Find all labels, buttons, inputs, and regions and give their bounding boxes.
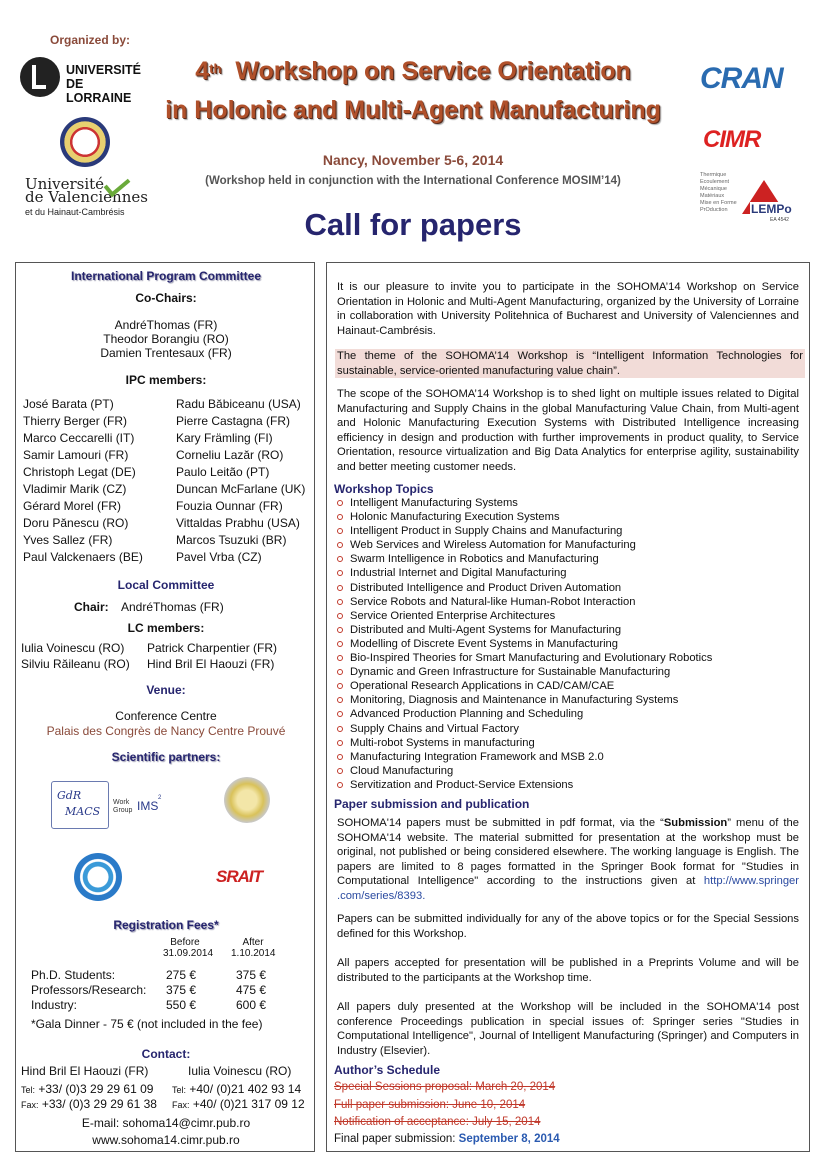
organized-by-label: Organized by: [50, 33, 131, 47]
ipc-member: Pierre Castagna (FR) [176, 414, 291, 428]
contact-fax: Fax: +33/ (0)3 29 29 61 38 [21, 1097, 157, 1111]
call-details-panel [326, 262, 810, 1152]
lc-member: Patrick Charpentier (FR) [147, 641, 278, 655]
lc-member: Silviu Răileanu (RO) [21, 657, 130, 671]
contact-tel: Tel: +33/ (0)3 29 29 61 09 [21, 1082, 154, 1096]
lc-member: Hind Bril El Haouzi (FR) [147, 657, 275, 671]
springer-link[interactable]: http://www.springer .com/series/8393. [337, 875, 800, 902]
intro-paragraph: It is our pleasure to invite you to participate in the SOHOMA’14 Workshop on Service Orientation in Holonic and Multi-Agent Manufacturing, organized by the University of Lorraine in collaboration with University Politehnica of Bucharest and University of Valenciennes and Hainaut-Cambrésis. [337, 281, 799, 337]
lempo-logo-line: Mécanique [700, 186, 727, 192]
contact-website[interactable]: www.sohoma14.cimr.pub.ro [92, 1133, 240, 1147]
fee-category: Ph.D. Students: [31, 968, 116, 982]
fees-before-header: Before 31.09.2014 [163, 937, 214, 959]
lc-member: Iulia Voinescu (RO) [21, 641, 125, 655]
politehnica-seal-logo [60, 117, 110, 167]
committee-panel [15, 262, 315, 1152]
chair-label: Chair: [74, 600, 109, 614]
cochair: AndréThomas (FR) [114, 318, 218, 332]
contact-tel: Tel: +40/ (0)21 402 93 14 [172, 1082, 302, 1096]
title-line-1: 4th Workshop on Service Orientation [195, 57, 631, 85]
academy-seal-logo [224, 777, 270, 823]
gala-note: *Gala Dinner - 75 € (not included in the fee) [31, 1017, 263, 1031]
ipc-member: Kary Främling (FI) [176, 431, 273, 445]
universite-de-lorraine-logo: UNIVERSITÉ DE LORRAINE [20, 55, 150, 103]
registration-fees-heading: Registration Fees* [113, 918, 219, 932]
contact-email[interactable]: E-mail: sohoma14@cimr.pub.ro [81, 1116, 251, 1130]
date-place: Nancy, November 5-6, 2014 [322, 152, 504, 168]
topic-item: Manufacturing Integration Framework and MSB 2.0 [335, 750, 712, 764]
fee-category: Industry: [31, 998, 78, 1012]
topic-item: Service Oriented Enterprise Architectures [335, 609, 712, 623]
cochairs-heading: Co-Chairs: [135, 291, 197, 305]
fees-after-header: After 1.10.2014 [231, 937, 276, 959]
theme-paragraph: The theme of the SOHOMA’14 Workshop is “Intelligent Information Technologies for sustainable, service-oriented manufacturing value chain”. [337, 350, 803, 377]
ipc-member: Paul Valckenaers (BE) [23, 550, 143, 564]
lempo-logo-line: Ecoulement [700, 179, 730, 185]
scope-paragraph: The scope of the SOHOMA’14 Workshop is to shed light on multiple issues related to Digital Manufacturing and Supply Chains in the global Manufacturing Value Chain, from Multi-agent and Holonic Manufacturing Execution Systems with Distributed Intelligence increasing efficiency in design and production with further improvements in product quality, to Service Orientation, resource virtualization and Big Data Analytics for enterprise agility, sustainability and better meeting customer needs. [337, 388, 799, 473]
topic-item: Bio-Inspired Theories for Smart Manufacturing and Evolutionary Robotics [335, 651, 712, 665]
universite-de-valenciennes-logo: Université de Valenciennes et du Hainaut-Cambrésis [25, 178, 150, 220]
fee-category: Professors/Research: [31, 983, 147, 997]
authors-schedule-heading: Author’s Schedule [334, 1063, 441, 1077]
fee-amount: 475 € [236, 983, 267, 997]
ipc-heading: International Program Committee [70, 269, 262, 283]
topic-item: Monitoring, Diagnosis and Maintenance in Manufacturing Systems [335, 693, 712, 707]
local-committee-heading: Local Committee [117, 578, 215, 592]
ipc-member: Yves Sallez (FR) [23, 533, 113, 547]
venue-heading: Venue: [146, 683, 186, 697]
ipc-member: Thierry Berger (FR) [23, 414, 128, 428]
ipc-member: Paulo Leitão (PT) [176, 465, 270, 479]
final-submission: Final paper submission: September 8, 2014 [334, 1133, 560, 1145]
title-line-2: in Holonic and Multi-Agent Manufacturing [165, 96, 661, 124]
lempo-logo-line: Matériaux [700, 193, 725, 199]
topic-item: Modelling of Discrete Event Systems in Manufacturing [335, 637, 712, 651]
submission-paragraph-1: SOHOMA'14 papers must be submitted in pdf format, via the “Submission” menu of the SOHOMA'14 website. The material submitted for presentation at the workshop must be original, not published or being considered elsewhere. The working language is English. The papers are limited to 8 pages formatted in the Springer Book format for "Studies in Computational Intelligence" according to the instructions given at http://www.springer .com/series/8393. [337, 817, 800, 902]
topic-item: Multi-robot Systems in manufacturing [335, 736, 712, 750]
contact-fax: Fax: +40/ (0)21 317 09 12 [172, 1097, 305, 1111]
ipc-member: Marcos Tsuzuki (BR) [176, 533, 287, 547]
schedule-item: Full paper submission: June 10, 2014 [334, 1099, 526, 1111]
topic-item: Service Robots and Natural-like Human-Robot Interaction [335, 595, 712, 609]
topic-item: Servitization and Product-Service Extensions [335, 778, 712, 792]
srait-logo: SRAIT [216, 867, 262, 886]
ipc-member: Duncan McFarlane (UK) [176, 482, 306, 496]
lc-members-heading: LC members: [127, 621, 205, 635]
topic-item: Holonic Manufacturing Execution Systems [335, 510, 712, 524]
ipc-member: Radu Băbiceanu (USA) [176, 397, 301, 411]
chair-name: AndréThomas (FR) [121, 600, 224, 614]
contact-name: Hind Bril El Haouzi (FR) [21, 1064, 149, 1078]
topic-item: Cloud Manufacturing [335, 764, 712, 778]
topic-item: Intelligent Manufacturing Systems [335, 496, 712, 510]
held-note: (Workshop held in conjunction with the International Conference MOSIM’14) [205, 175, 621, 187]
topic-item: Distributed Intelligence and Product Driven Automation [335, 581, 712, 595]
scientific-partners-heading: Scientific partners: [111, 750, 221, 764]
venue-address: Palais des Congrès de Nancy Centre Prouvé [46, 724, 286, 738]
ipc-member: Samir Lamouri (FR) [23, 448, 129, 462]
ipc-member: Vladimir Marik (CZ) [23, 482, 127, 496]
topic-item: Dynamic and Green Infrastructure for Sustainable Manufacturing [335, 665, 712, 679]
cran-logo: CRAN [700, 62, 783, 95]
lempo-logo-line: PrOduction [700, 207, 728, 213]
ipc-member: Marco Ceccarelli (IT) [23, 431, 135, 445]
ipc-member: Doru Pănescu (RO) [23, 516, 129, 530]
workshop-topics-list [335, 496, 712, 792]
schedule-item: Special Sessions proposal: March 20, 2014 [334, 1081, 556, 1093]
ipc-members-heading: IPC members: [125, 373, 207, 387]
romanian-society-logo [74, 853, 122, 901]
topic-item: Intelligent Product in Supply Chains and Manufacturing [335, 524, 712, 538]
lempo-logo: Thermique Ecoulement Mécanique Matériaux Mise en Forme PrOduction LEMPo EA 4542 [700, 172, 792, 223]
fee-amount: 275 € [166, 968, 197, 982]
cochair: Damien Trentesaux (FR) [100, 346, 232, 360]
schedule-item: Notification of acceptance: July 15, 2014 [334, 1116, 541, 1128]
submission-paragraph-4: All papers duly presented at the Workshop will be included in the SOHOMA'14 post conference Proceedings publication in special issues of: Springer series "Studies in Computational Intelligence", Journal of Intelligent Manufacturing (Springer) and Computers in Industry (Elsevier). [337, 1001, 799, 1057]
workshop-topics-heading: Workshop Topics [334, 482, 434, 496]
gdr-macs-ims-logo: GdR MACS Work Group IMS 2 [51, 781, 171, 831]
topic-item: Web Services and Wireless Automation for Manufacturing [335, 538, 712, 552]
cimr-logo: CIMR [703, 126, 761, 153]
ipc-member: Vittaldas Prabhu (USA) [176, 516, 300, 530]
venue-name: Conference Centre [115, 709, 217, 723]
topic-item: Supply Chains and Virtual Factory [335, 722, 712, 736]
submission-paragraph-2: Papers can be submitted individually for any of the above topics or for the Special Sessions defined for this Workshop. [337, 913, 799, 940]
submission-paragraph-3: All papers accepted for presentation will be published in a Preprints Volume and will be distributed to the participants at the Workshop time. [337, 957, 799, 984]
topic-item: Industrial Internet and Digital Manufacturing [335, 566, 712, 580]
ipc-member: Christoph Legat (DE) [23, 465, 136, 479]
fee-amount: 375 € [236, 968, 267, 982]
paper-submission-heading: Paper submission and publication [334, 797, 530, 811]
topic-item: Operational Research Applications in CAD/CAM/CAE [335, 679, 712, 693]
lempo-logo-line: Thermique [700, 172, 727, 178]
ipc-member: José Barata (PT) [23, 397, 114, 411]
ipc-member: Corneliu Lazăr (RO) [176, 448, 284, 462]
contact-heading: Contact: [141, 1047, 191, 1061]
fee-amount: 600 € [236, 998, 267, 1012]
cochair: Theodor Borangiu (RO) [103, 332, 229, 346]
lempo-logo-line: Mise en Forme [700, 200, 737, 206]
contact-name: Iulia Voinescu (RO) [188, 1064, 292, 1078]
topic-item: Advanced Production Planning and Scheduling [335, 707, 712, 721]
call-for-papers-heading: Call for papers [304, 207, 522, 242]
topic-item: Distributed and Multi-Agent Systems for Manufacturing [335, 623, 712, 637]
ipc-member: Pavel Vrba (CZ) [176, 550, 262, 564]
fee-amount: 375 € [166, 983, 197, 997]
ipc-member: Fouzia Ounnar (FR) [176, 499, 283, 513]
topic-item: Swarm Intelligence in Robotics and Manufacturing [335, 552, 712, 566]
fee-amount: 550 € [166, 998, 197, 1012]
ipc-member: Gérard Morel (FR) [23, 499, 122, 513]
